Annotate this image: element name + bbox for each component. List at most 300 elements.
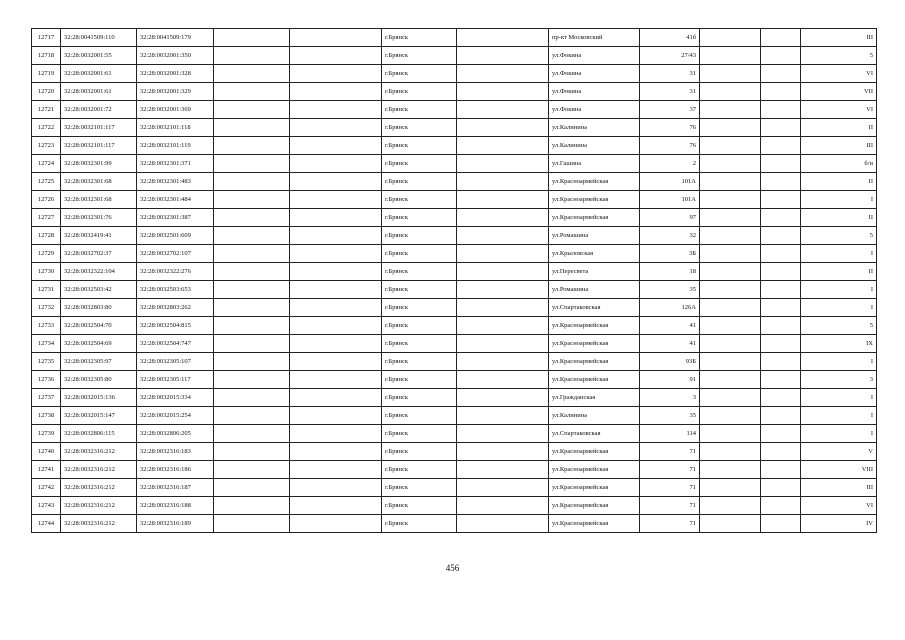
empty-cell bbox=[214, 155, 290, 173]
row-number: 12731 bbox=[32, 281, 61, 299]
empty-cell bbox=[700, 443, 761, 461]
empty-cell bbox=[214, 119, 290, 137]
cadastral-number-object: 32:28:0032322:276 bbox=[137, 263, 214, 281]
empty-cell bbox=[700, 101, 761, 119]
cadastral-number-parcel: 32:28:0032419:41 bbox=[61, 227, 137, 245]
city-cell: г.Брянск bbox=[382, 47, 457, 65]
empty-cell bbox=[457, 335, 549, 353]
empty-cell bbox=[290, 371, 382, 389]
house-number-cell: 32 bbox=[640, 227, 700, 245]
street-cell: ул.Красноармейская bbox=[549, 191, 640, 209]
empty-cell bbox=[290, 389, 382, 407]
empty-cell bbox=[457, 407, 549, 425]
cadastral-number-object: 32:28:0032305:117 bbox=[137, 371, 214, 389]
empty-cell bbox=[761, 191, 801, 209]
premises-number-cell: 5 bbox=[801, 317, 877, 335]
cadastral-number-object: 32:28:0032803:262 bbox=[137, 299, 214, 317]
row-number: 12734 bbox=[32, 335, 61, 353]
premises-number-cell: VIII bbox=[801, 461, 877, 479]
city-cell: г.Брянск bbox=[382, 101, 457, 119]
table-row bbox=[32, 47, 877, 65]
empty-cell bbox=[761, 83, 801, 101]
empty-cell bbox=[290, 83, 382, 101]
empty-cell bbox=[457, 389, 549, 407]
cadastral-number-parcel: 32:28:0032001:55 bbox=[61, 47, 137, 65]
empty-cell bbox=[290, 101, 382, 119]
empty-cell bbox=[214, 497, 290, 515]
cadastral-number-parcel: 32:28:0032305:97 bbox=[61, 353, 137, 371]
cadastral-number-parcel: 32:28:0032001:61 bbox=[61, 83, 137, 101]
row-number: 12720 bbox=[32, 83, 61, 101]
premises-number-cell: III bbox=[801, 29, 877, 47]
empty-cell bbox=[700, 281, 761, 299]
cadastral-number-object: 32:28:0032001:350 bbox=[137, 47, 214, 65]
cadastral-number-object: 32:28:0032702:107 bbox=[137, 245, 214, 263]
empty-cell bbox=[761, 101, 801, 119]
premises-number-cell: I bbox=[801, 425, 877, 443]
empty-cell bbox=[700, 119, 761, 137]
house-number-cell: 76 bbox=[640, 119, 700, 137]
empty-cell bbox=[761, 263, 801, 281]
table-row bbox=[32, 83, 877, 101]
table-row bbox=[32, 497, 877, 515]
empty-cell bbox=[457, 29, 549, 47]
empty-cell bbox=[700, 83, 761, 101]
table-body bbox=[32, 29, 877, 533]
empty-cell bbox=[214, 443, 290, 461]
empty-cell bbox=[214, 335, 290, 353]
empty-cell bbox=[457, 317, 549, 335]
empty-cell bbox=[214, 101, 290, 119]
city-cell: г.Брянск bbox=[382, 353, 457, 371]
empty-cell bbox=[761, 407, 801, 425]
street-cell: ул.Фокина bbox=[549, 65, 640, 83]
empty-cell bbox=[457, 47, 549, 65]
premises-number-cell: III bbox=[801, 479, 877, 497]
empty-cell bbox=[214, 137, 290, 155]
empty-cell bbox=[700, 497, 761, 515]
street-cell: ул.Ромашина bbox=[549, 281, 640, 299]
cadastral-number-object: 32:28:0032316:186 bbox=[137, 461, 214, 479]
street-cell: ул.Красноармейская bbox=[549, 461, 640, 479]
street-cell: ул.Красноармейская bbox=[549, 443, 640, 461]
empty-cell bbox=[761, 155, 801, 173]
empty-cell bbox=[457, 155, 549, 173]
empty-cell bbox=[290, 407, 382, 425]
table-row bbox=[32, 443, 877, 461]
empty-cell bbox=[290, 335, 382, 353]
empty-cell bbox=[290, 137, 382, 155]
empty-cell bbox=[761, 65, 801, 83]
empty-cell bbox=[290, 29, 382, 47]
row-number: 12738 bbox=[32, 407, 61, 425]
cadastral-number-parcel: 32:28:0032504:69 bbox=[61, 335, 137, 353]
empty-cell bbox=[457, 497, 549, 515]
empty-cell bbox=[290, 155, 382, 173]
cadastral-number-object: 32:28:0032101:118 bbox=[137, 119, 214, 137]
house-number-cell: 41 bbox=[640, 335, 700, 353]
city-cell: г.Брянск bbox=[382, 65, 457, 83]
table-row bbox=[32, 209, 877, 227]
city-cell: г.Брянск bbox=[382, 263, 457, 281]
table-row bbox=[32, 425, 877, 443]
empty-cell bbox=[290, 353, 382, 371]
empty-cell bbox=[700, 209, 761, 227]
row-number: 12732 bbox=[32, 299, 61, 317]
empty-cell bbox=[700, 461, 761, 479]
street-cell: ул.Фокина bbox=[549, 83, 640, 101]
house-number-cell: 3 bbox=[640, 389, 700, 407]
cadastral-number-parcel: 32:28:0032301:76 bbox=[61, 209, 137, 227]
table-row bbox=[32, 155, 877, 173]
table-row bbox=[32, 317, 877, 335]
empty-cell bbox=[700, 425, 761, 443]
row-number: 12724 bbox=[32, 155, 61, 173]
street-cell: ул.Пересвета bbox=[549, 263, 640, 281]
empty-cell bbox=[214, 425, 290, 443]
empty-cell bbox=[761, 353, 801, 371]
cadastral-number-parcel: 32:28:0032316:212 bbox=[61, 479, 137, 497]
premises-number-cell: VI bbox=[801, 101, 877, 119]
empty-cell bbox=[761, 281, 801, 299]
premises-number-cell: II bbox=[801, 119, 877, 137]
empty-cell bbox=[761, 227, 801, 245]
empty-cell bbox=[700, 479, 761, 497]
empty-cell bbox=[700, 407, 761, 425]
premises-number-cell: I bbox=[801, 299, 877, 317]
empty-cell bbox=[457, 191, 549, 209]
cadastral-number-parcel: 32:28:0032316:212 bbox=[61, 461, 137, 479]
cadastral-number-parcel: 32:28:0032806:115 bbox=[61, 425, 137, 443]
table-row bbox=[32, 245, 877, 263]
street-cell: ул.Красноармейская bbox=[549, 317, 640, 335]
empty-cell bbox=[761, 443, 801, 461]
empty-cell bbox=[214, 173, 290, 191]
empty-cell bbox=[457, 101, 549, 119]
empty-cell bbox=[214, 83, 290, 101]
city-cell: г.Брянск bbox=[382, 425, 457, 443]
empty-cell bbox=[700, 137, 761, 155]
empty-cell bbox=[761, 209, 801, 227]
premises-number-cell: II bbox=[801, 263, 877, 281]
empty-cell bbox=[761, 173, 801, 191]
empty-cell bbox=[457, 119, 549, 137]
cadastral-number-parcel: 32:28:0032316:212 bbox=[61, 497, 137, 515]
premises-number-cell: б/н bbox=[801, 155, 877, 173]
empty-cell bbox=[290, 443, 382, 461]
premises-number-cell: VII bbox=[801, 83, 877, 101]
cadastral-number-parcel: 32:28:0032504:70 bbox=[61, 317, 137, 335]
cadastral-number-parcel: 32:28:0032702:37 bbox=[61, 245, 137, 263]
table-row bbox=[32, 299, 877, 317]
premises-number-cell: I bbox=[801, 407, 877, 425]
cadastral-number-object: 32:28:0032504:815 bbox=[137, 317, 214, 335]
table-row bbox=[32, 353, 877, 371]
empty-cell bbox=[457, 227, 549, 245]
cadastral-number-object: 32:28:0032301:371 bbox=[137, 155, 214, 173]
house-number-cell: 71 bbox=[640, 497, 700, 515]
table-row bbox=[32, 335, 877, 353]
empty-cell bbox=[214, 29, 290, 47]
cadastral-number-object: 32:28:0032316:188 bbox=[137, 497, 214, 515]
house-number-cell: 27/43 bbox=[640, 47, 700, 65]
premises-number-cell: III bbox=[801, 137, 877, 155]
empty-cell bbox=[761, 461, 801, 479]
row-number: 12722 bbox=[32, 119, 61, 137]
street-cell: ул.Красноармейская bbox=[549, 497, 640, 515]
empty-cell bbox=[214, 281, 290, 299]
table-row bbox=[32, 173, 877, 191]
empty-cell bbox=[761, 479, 801, 497]
table-row bbox=[32, 371, 877, 389]
table-row bbox=[32, 461, 877, 479]
row-number: 12717 bbox=[32, 29, 61, 47]
cadastral-number-parcel: 32:28:0032101:117 bbox=[61, 137, 137, 155]
row-number: 12723 bbox=[32, 137, 61, 155]
empty-cell bbox=[457, 173, 549, 191]
empty-cell bbox=[761, 119, 801, 137]
cadastral-number-parcel: 32:28:0032301:99 bbox=[61, 155, 137, 173]
house-number-cell: 76 bbox=[640, 137, 700, 155]
cadastral-number-object: 32:28:0032015:254 bbox=[137, 407, 214, 425]
table-row bbox=[32, 65, 877, 83]
empty-cell bbox=[457, 209, 549, 227]
empty-cell bbox=[457, 281, 549, 299]
empty-cell bbox=[290, 479, 382, 497]
cadastral-number-parcel: 32:28:0032001:72 bbox=[61, 101, 137, 119]
row-number: 12730 bbox=[32, 263, 61, 281]
house-number-cell: 31 bbox=[640, 83, 700, 101]
empty-cell bbox=[290, 317, 382, 335]
empty-cell bbox=[457, 443, 549, 461]
row-number: 12719 bbox=[32, 65, 61, 83]
street-cell: ул.Красноармейская bbox=[549, 335, 640, 353]
page-number: 456 bbox=[445, 563, 460, 573]
empty-cell bbox=[290, 227, 382, 245]
premises-number-cell: VI bbox=[801, 65, 877, 83]
table-row bbox=[32, 281, 877, 299]
premises-number-cell: IX bbox=[801, 335, 877, 353]
empty-cell bbox=[290, 47, 382, 65]
empty-cell bbox=[290, 209, 382, 227]
city-cell: г.Брянск bbox=[382, 299, 457, 317]
cadastral-number-object: 32:28:0032001:329 bbox=[137, 83, 214, 101]
empty-cell bbox=[290, 425, 382, 443]
house-number-cell: 71 bbox=[640, 515, 700, 533]
city-cell: г.Брянск bbox=[382, 119, 457, 137]
empty-cell bbox=[214, 209, 290, 227]
city-cell: г.Брянск bbox=[382, 227, 457, 245]
empty-cell bbox=[700, 353, 761, 371]
house-number-cell: 91 bbox=[640, 371, 700, 389]
street-cell: ул.Гашина bbox=[549, 155, 640, 173]
table-row bbox=[32, 263, 877, 281]
row-number: 12739 bbox=[32, 425, 61, 443]
empty-cell bbox=[214, 65, 290, 83]
city-cell: г.Брянск bbox=[382, 371, 457, 389]
house-number-cell: 31 bbox=[640, 65, 700, 83]
empty-cell bbox=[457, 515, 549, 533]
empty-cell bbox=[214, 389, 290, 407]
house-number-cell: 101А bbox=[640, 173, 700, 191]
street-cell: пр-кт Московский bbox=[549, 29, 640, 47]
empty-cell bbox=[700, 173, 761, 191]
cadastral-number-parcel: 32:28:0032001:61 bbox=[61, 65, 137, 83]
empty-cell bbox=[290, 173, 382, 191]
empty-cell bbox=[457, 299, 549, 317]
empty-cell bbox=[214, 371, 290, 389]
cadastral-number-object: 32:28:0032316:187 bbox=[137, 479, 214, 497]
city-cell: г.Брянск bbox=[382, 173, 457, 191]
empty-cell bbox=[700, 389, 761, 407]
street-cell: ул.Крыловская bbox=[549, 245, 640, 263]
cadastral-number-object: 32:28:0032316:183 bbox=[137, 443, 214, 461]
empty-cell bbox=[700, 29, 761, 47]
city-cell: г.Брянск bbox=[382, 191, 457, 209]
city-cell: г.Брянск bbox=[382, 389, 457, 407]
empty-cell bbox=[290, 245, 382, 263]
house-number-cell: 35 bbox=[640, 281, 700, 299]
table-row bbox=[32, 515, 877, 533]
empty-cell bbox=[290, 497, 382, 515]
cadastral-number-parcel: 32:28:0032316:212 bbox=[61, 443, 137, 461]
empty-cell bbox=[700, 227, 761, 245]
empty-cell bbox=[700, 65, 761, 83]
city-cell: г.Брянск bbox=[382, 479, 457, 497]
cadastral-number-object: 32:28:0032301:387 bbox=[137, 209, 214, 227]
street-cell: ул.Фокина bbox=[549, 101, 640, 119]
empty-cell bbox=[761, 515, 801, 533]
table-row bbox=[32, 101, 877, 119]
house-number-cell: 97 bbox=[640, 209, 700, 227]
cadastral-number-parcel: 32:28:0041509:110 bbox=[61, 29, 137, 47]
empty-cell bbox=[700, 515, 761, 533]
premises-number-cell: II bbox=[801, 209, 877, 227]
city-cell: г.Брянск bbox=[382, 515, 457, 533]
premises-number-cell: II bbox=[801, 173, 877, 191]
house-number-cell: 71 bbox=[640, 479, 700, 497]
empty-cell bbox=[457, 353, 549, 371]
row-number: 12743 bbox=[32, 497, 61, 515]
empty-cell bbox=[290, 119, 382, 137]
cadastral-number-object: 32:28:0032501:609 bbox=[137, 227, 214, 245]
table-row bbox=[32, 407, 877, 425]
empty-cell bbox=[457, 425, 549, 443]
cadastral-number-object: 32:28:0032316:189 bbox=[137, 515, 214, 533]
empty-cell bbox=[457, 461, 549, 479]
city-cell: г.Брянск bbox=[382, 461, 457, 479]
empty-cell bbox=[457, 65, 549, 83]
house-number-cell: 126А bbox=[640, 299, 700, 317]
empty-cell bbox=[761, 29, 801, 47]
city-cell: г.Брянск bbox=[382, 137, 457, 155]
street-cell: ул.Красноармейская bbox=[549, 209, 640, 227]
city-cell: г.Брянск bbox=[382, 155, 457, 173]
row-number: 12736 bbox=[32, 371, 61, 389]
cadastral-number-parcel: 32:28:0032301:68 bbox=[61, 173, 137, 191]
row-number: 12718 bbox=[32, 47, 61, 65]
empty-cell bbox=[761, 299, 801, 317]
cadastral-number-object: 32:28:0032015:334 bbox=[137, 389, 214, 407]
city-cell: г.Брянск bbox=[382, 209, 457, 227]
cadastral-number-parcel: 32:28:0032305:80 bbox=[61, 371, 137, 389]
cadastral-number-parcel: 32:28:0032316:212 bbox=[61, 515, 137, 533]
empty-cell bbox=[214, 299, 290, 317]
row-number: 12728 bbox=[32, 227, 61, 245]
empty-cell bbox=[214, 479, 290, 497]
cadastral-number-object: 32:28:0032503:653 bbox=[137, 281, 214, 299]
cadastral-number-object: 32:28:0032101:119 bbox=[137, 137, 214, 155]
cadastral-number-object: 32:28:0032504:747 bbox=[137, 335, 214, 353]
empty-cell bbox=[700, 371, 761, 389]
empty-cell bbox=[700, 317, 761, 335]
premises-number-cell: I bbox=[801, 245, 877, 263]
empty-cell bbox=[700, 245, 761, 263]
row-number: 12729 bbox=[32, 245, 61, 263]
premises-number-cell: VI bbox=[801, 497, 877, 515]
row-number: 12726 bbox=[32, 191, 61, 209]
street-cell: ул.Красноармейская bbox=[549, 353, 640, 371]
empty-cell bbox=[457, 371, 549, 389]
house-number-cell: 114 bbox=[640, 425, 700, 443]
city-cell: г.Брянск bbox=[382, 83, 457, 101]
premises-number-cell: I bbox=[801, 281, 877, 299]
city-cell: г.Брянск bbox=[382, 443, 457, 461]
row-number: 12725 bbox=[32, 173, 61, 191]
street-cell: ул.Красноармейская bbox=[549, 515, 640, 533]
empty-cell bbox=[214, 245, 290, 263]
city-cell: г.Брянск bbox=[382, 497, 457, 515]
empty-cell bbox=[761, 335, 801, 353]
empty-cell bbox=[290, 461, 382, 479]
house-number-cell: 101А bbox=[640, 191, 700, 209]
empty-cell bbox=[214, 461, 290, 479]
empty-cell bbox=[214, 353, 290, 371]
table-row bbox=[32, 479, 877, 497]
row-number: 12741 bbox=[32, 461, 61, 479]
empty-cell bbox=[700, 299, 761, 317]
premises-number-cell: I bbox=[801, 353, 877, 371]
empty-cell bbox=[290, 515, 382, 533]
house-number-cell: 35 bbox=[640, 407, 700, 425]
cadastral-number-parcel: 32:28:0032503:42 bbox=[61, 281, 137, 299]
row-number: 12733 bbox=[32, 317, 61, 335]
street-cell: ул.Спартаковская bbox=[549, 299, 640, 317]
empty-cell bbox=[214, 47, 290, 65]
row-number: 12737 bbox=[32, 389, 61, 407]
street-cell: ул.Спартаковская bbox=[549, 425, 640, 443]
premises-number-cell: 5 bbox=[801, 227, 877, 245]
empty-cell bbox=[700, 191, 761, 209]
table-row bbox=[32, 389, 877, 407]
empty-cell bbox=[214, 227, 290, 245]
table-row bbox=[32, 119, 877, 137]
cadastral-number-parcel: 32:28:0032322:104 bbox=[61, 263, 137, 281]
empty-cell bbox=[700, 263, 761, 281]
street-cell: ул.Калинина bbox=[549, 137, 640, 155]
premises-number-cell: IV bbox=[801, 515, 877, 533]
street-cell: ул.Ромашина bbox=[549, 227, 640, 245]
table-row bbox=[32, 191, 877, 209]
table-row bbox=[32, 137, 877, 155]
empty-cell bbox=[214, 317, 290, 335]
empty-cell bbox=[761, 425, 801, 443]
cadastral-number-object: 32:28:0041509:179 bbox=[137, 29, 214, 47]
empty-cell bbox=[761, 371, 801, 389]
street-cell: ул.Красноармейская bbox=[549, 479, 640, 497]
cadastral-number-parcel: 32:28:0032301:68 bbox=[61, 191, 137, 209]
city-cell: г.Брянск bbox=[382, 281, 457, 299]
